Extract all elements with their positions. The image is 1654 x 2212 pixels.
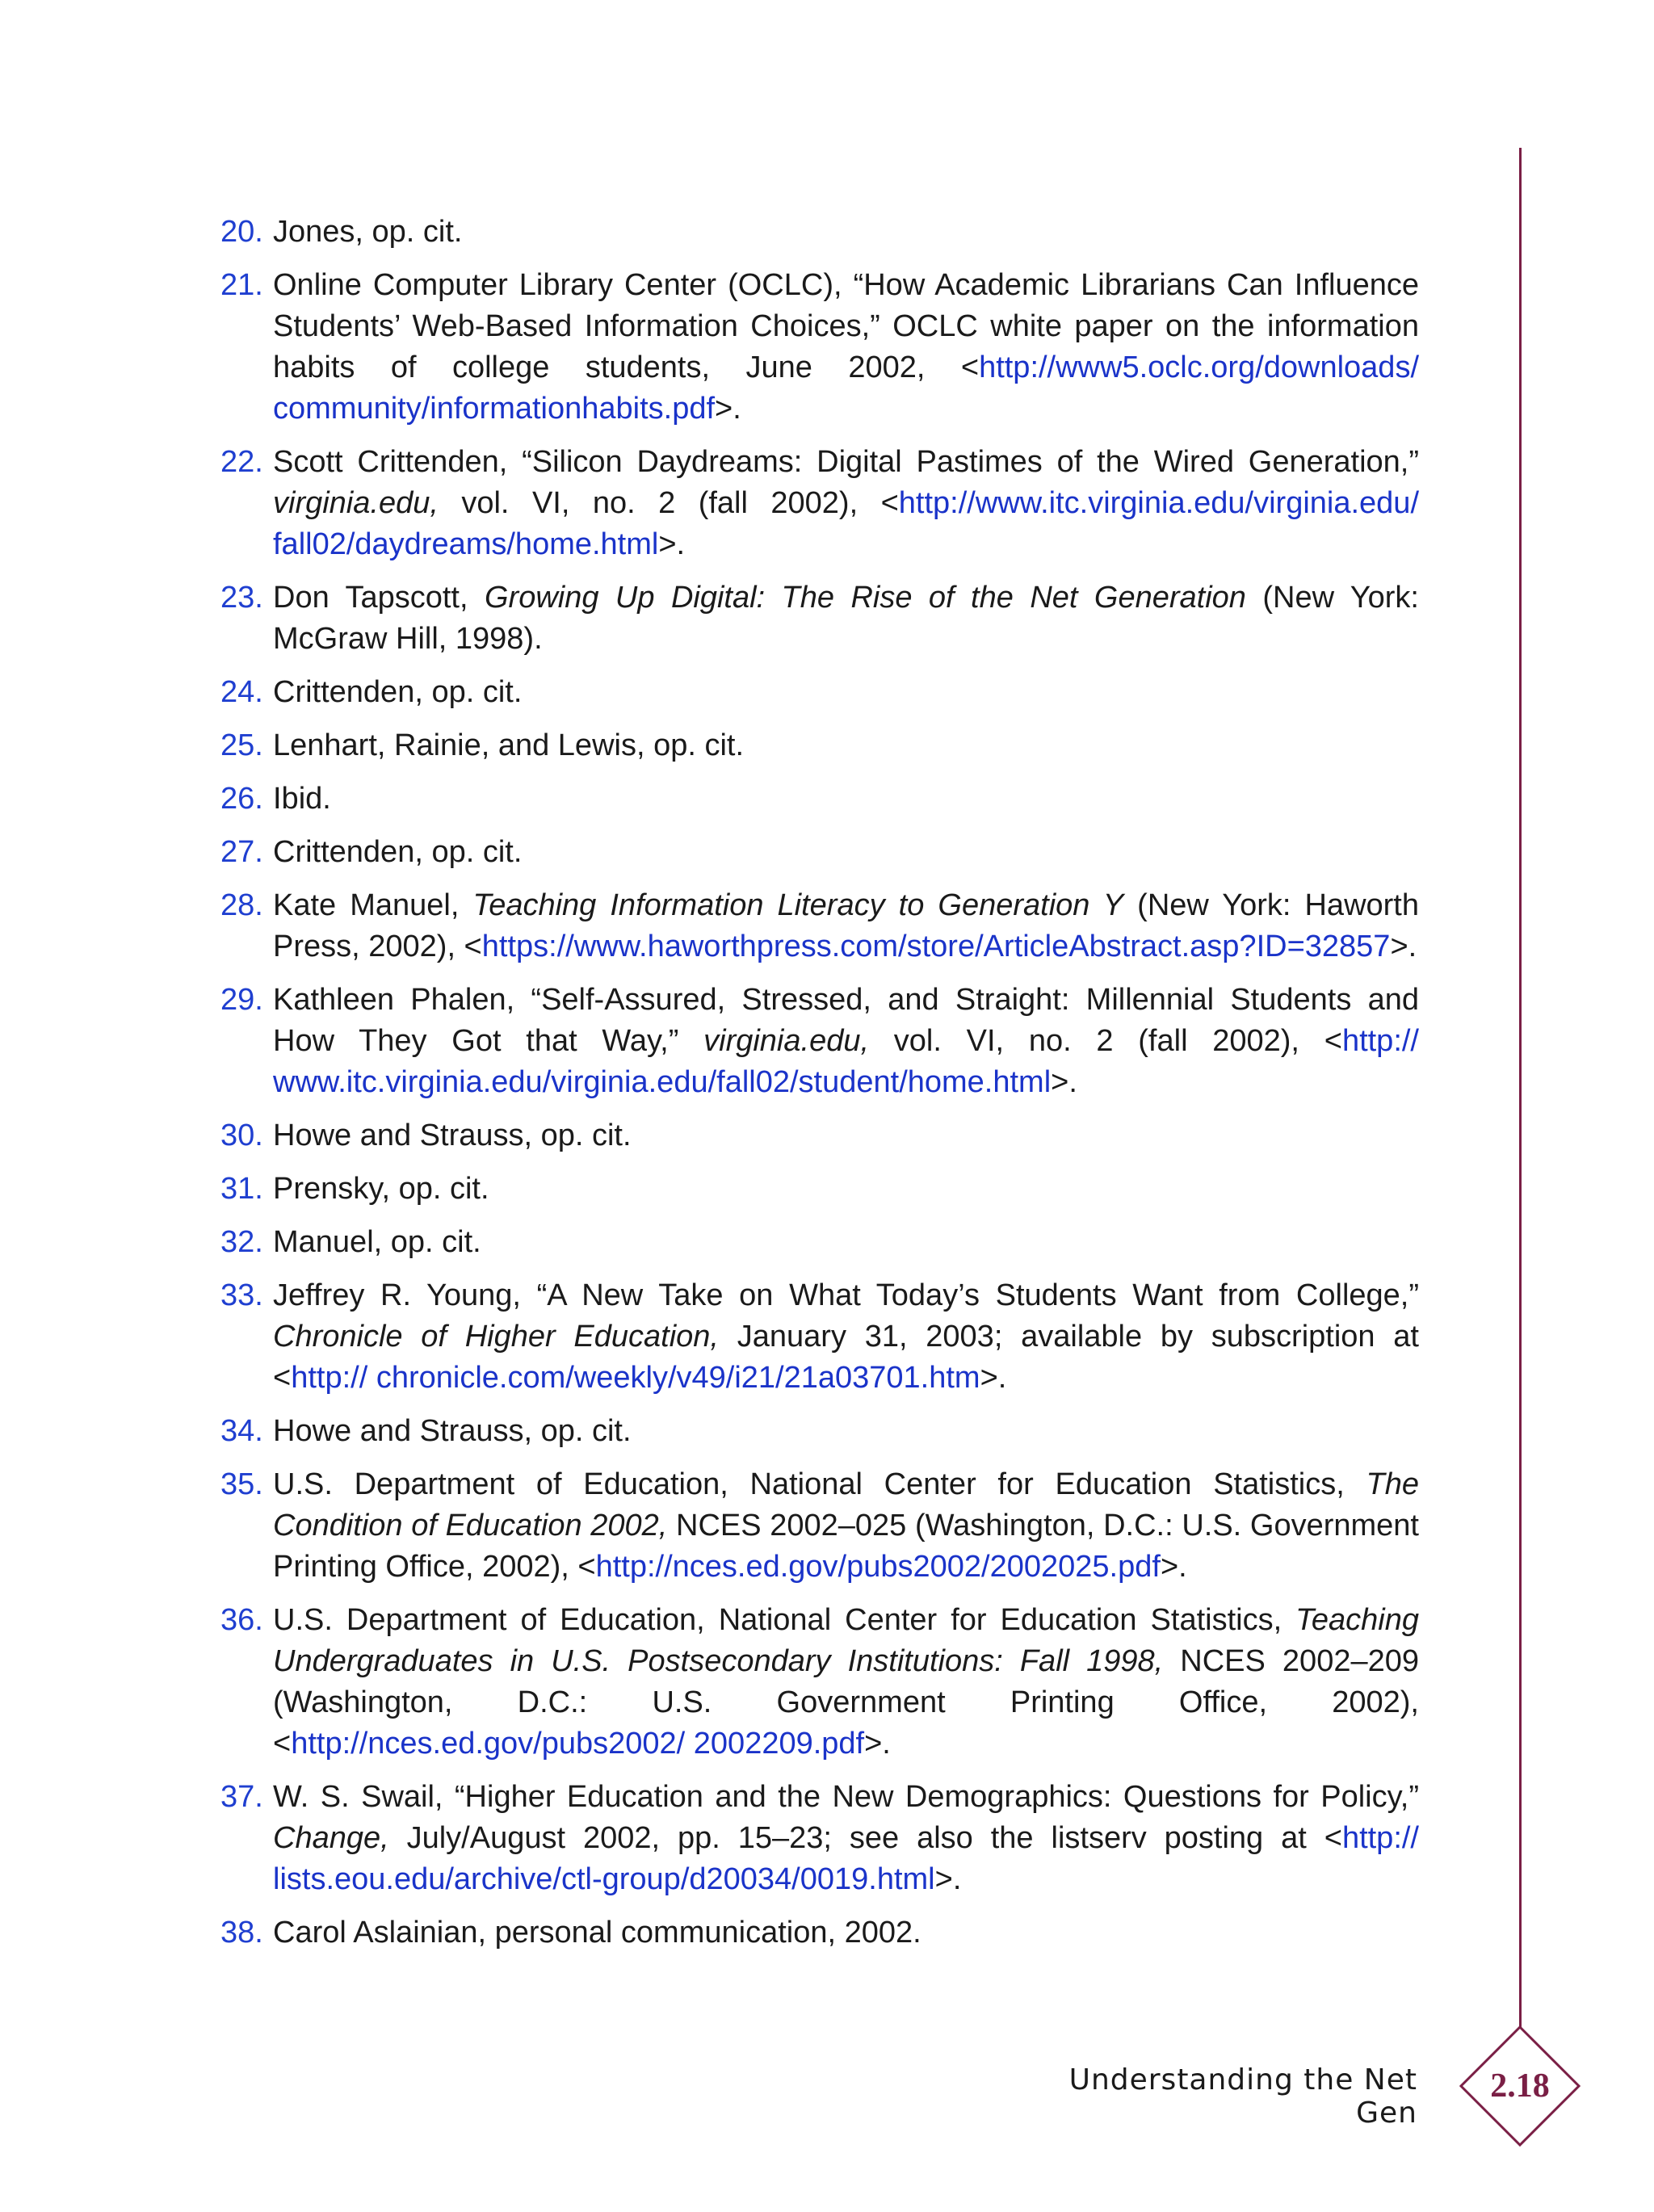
citation-link[interactable]: http:// chronicle.com/weekly/v49/i21/21a03701.htm	[291, 1361, 980, 1395]
endnote-number: 20.	[220, 215, 263, 249]
endnote-text: U.S. Department of Education, National Center for Education Statistics, Teaching Undergraduates in U.S. Postsecondary Institutions: Fall 1998, NCES 2002–209 (Washington, D.C.: U.S. Government Printing Office, 2002), <http://nces.ed.gov/pubs2002/ 2002209.pdf>.	[273, 1603, 1419, 1761]
citation-link[interactable]: https://www.haworthpress.com/store/ArticleAbstract.asp?ID=32857	[481, 930, 1391, 963]
endnote-number: 32.	[220, 1225, 263, 1259]
citation-link[interactable]: http://www5.oclc.org/downloads/ community/informationhabits.pdf	[273, 350, 1419, 426]
endnote-item	[220, 980, 1419, 1103]
endnote-item	[220, 1115, 1419, 1156]
endnote-text: Howe and Strauss, op. cit.	[273, 1414, 632, 1448]
endnote-text: Crittenden, op. cit.	[273, 675, 523, 709]
endnote-text: Don Tapscott, Growing Up Digital: The Rise of the Net Generation (New York: McGraw Hill, 1998).	[273, 581, 1419, 656]
endnote-item	[220, 1275, 1419, 1399]
italic-title: virginia.edu,	[703, 1024, 870, 1058]
running-footer-title: Understanding the Net Gen	[1068, 2063, 1417, 2130]
endnote-number: 22.	[220, 445, 263, 479]
endnote-item	[220, 1222, 1419, 1263]
endnote-item	[220, 725, 1419, 766]
endnote-text: Crittenden, op. cit.	[273, 835, 523, 869]
endnote-item	[220, 577, 1419, 660]
endnote-text: Howe and Strauss, op. cit.	[273, 1119, 632, 1152]
endnote-item	[220, 265, 1419, 430]
endnote-text: Jeffrey R. Young, “A New Take on What Today’s Students Want from College,” Chronicle of Higher Education, January 31, 2003; available by subscription at <http:// chronicle.com/weekly/v49/i21/21a03701.htm>.	[273, 1278, 1419, 1395]
endnote-number: 34.	[220, 1414, 263, 1448]
endnote-item	[220, 1777, 1419, 1900]
margin-rule	[1519, 148, 1522, 2036]
endnote-number: 24.	[220, 675, 263, 709]
endnote-number: 31.	[220, 1172, 263, 1206]
page-number-badge	[1459, 2025, 1581, 2147]
italic-title: The Condition of Education 2002,	[273, 1467, 1419, 1543]
endnote-number: 35.	[220, 1467, 263, 1501]
endnote-number: 23.	[220, 581, 263, 615]
endnote-text: Online Computer Library Center (OCLC), “How Academic Librarians Can Influence Students’ Web-Based Information Choices,” OCLC white paper on the information habits of college students, June 2002, <http://www5.oclc.org/downloads/ community/informationhabits.pdf>.	[273, 268, 1419, 426]
endnote-number: 25.	[220, 728, 263, 762]
endnote-number: 38.	[220, 1916, 263, 1950]
endnote-number: 30.	[220, 1119, 263, 1152]
endnote-item	[220, 1912, 1419, 1954]
italic-title: Growing Up Digital: The Rise of the Net Generation	[484, 581, 1246, 615]
endnote-text: Jones, op. cit.	[273, 215, 463, 249]
citation-link[interactable]: http://www.itc.virginia.edu/virginia.edu/ fall02/daydreams/home.html	[273, 486, 1419, 561]
endnote-text: Carol Aslainian, personal communication, 2002.	[273, 1916, 921, 1950]
endnotes-list	[220, 212, 1419, 1966]
endnote-text: Prensky, op. cit.	[273, 1172, 489, 1206]
endnote-item	[220, 1169, 1419, 1210]
italic-title: Change,	[273, 1821, 389, 1855]
endnote-text: Kathleen Phalen, “Self-Assured, Stressed, and Straight: Millennial Students and How They Got that Way,” virginia.edu, vol. VI, no. 2 (fall 2002), <http:// www.itc.virginia.edu/virginia.edu/fall02/student/home.html>.	[273, 983, 1419, 1099]
citation-link[interactable]: http://nces.ed.gov/pubs2002/ 2002209.pdf	[291, 1727, 865, 1761]
endnote-item	[220, 832, 1419, 873]
endnote-number: 36.	[220, 1603, 263, 1637]
italic-title: Teaching Information Literacy to Generation Y	[472, 888, 1124, 922]
endnote-number: 26.	[220, 782, 263, 816]
endnote-number: 37.	[220, 1780, 263, 1814]
endnote-item	[220, 779, 1419, 820]
endnote-text: Ibid.	[273, 782, 331, 816]
endnote-text: U.S. Department of Education, National Center for Education Statistics, The Condition of Education 2002, NCES 2002–025 (Washington, D.C.: U.S. Government Printing Office, 2002), <http://nces.ed.gov/pubs2002/2002025.pdf>.	[273, 1467, 1419, 1584]
endnote-text: Kate Manuel, Teaching Information Literacy to Generation Y (New York: Haworth Press, 2002), <https://www.haworthpress.com/store/ArticleAbstract.asp?ID=32857>.	[273, 888, 1419, 963]
endnote-text: Scott Crittenden, “Silicon Daydreams: Digital Pastimes of the Wired Generation,” virginia.edu, vol. VI, no. 2 (fall 2002), <http://www.itc.virginia.edu/virginia.edu/ fall02/daydreams/home.html>.	[273, 445, 1419, 561]
endnote-item	[220, 442, 1419, 565]
endnote-item	[220, 1411, 1419, 1452]
italic-title: Teaching Undergraduates in U.S. Postsecondary Institutions: Fall 1998,	[273, 1603, 1419, 1678]
endnote-number: 21.	[220, 268, 263, 302]
citation-link[interactable]: http:// www.itc.virginia.edu/virginia.edu/fall02/student/home.html	[273, 1024, 1419, 1099]
endnote-number: 28.	[220, 888, 263, 922]
endnote-text: Manuel, op. cit.	[273, 1225, 481, 1259]
page-number: 2.18	[1490, 2067, 1550, 2105]
endnote-item	[220, 1464, 1419, 1588]
endnote-item	[220, 1600, 1419, 1765]
endnote-number: 29.	[220, 983, 263, 1017]
italic-title: virginia.edu,	[273, 486, 439, 520]
citation-link[interactable]: http://nces.ed.gov/pubs2002/2002025.pdf	[595, 1550, 1161, 1584]
endnote-number: 33.	[220, 1278, 263, 1312]
endnote-text: Lenhart, Rainie, and Lewis, op. cit.	[273, 728, 745, 762]
endnote-item	[220, 672, 1419, 713]
endnote-item	[220, 885, 1419, 967]
endnote-number: 27.	[220, 835, 263, 869]
citation-link[interactable]: http:// lists.eou.edu/archive/ctl-group/d20034/0019.html	[273, 1821, 1419, 1896]
endnote-text: W. S. Swail, “Higher Education and the New Demographics: Questions for Policy,” Change, July/August 2002, pp. 15–23; see also the listserv posting at <http:// lists.eou.edu/archive/ctl-group/d20034/0019.html>.	[273, 1780, 1419, 1896]
endnote-item	[220, 212, 1419, 253]
italic-title: Chronicle of Higher Education,	[273, 1320, 719, 1354]
